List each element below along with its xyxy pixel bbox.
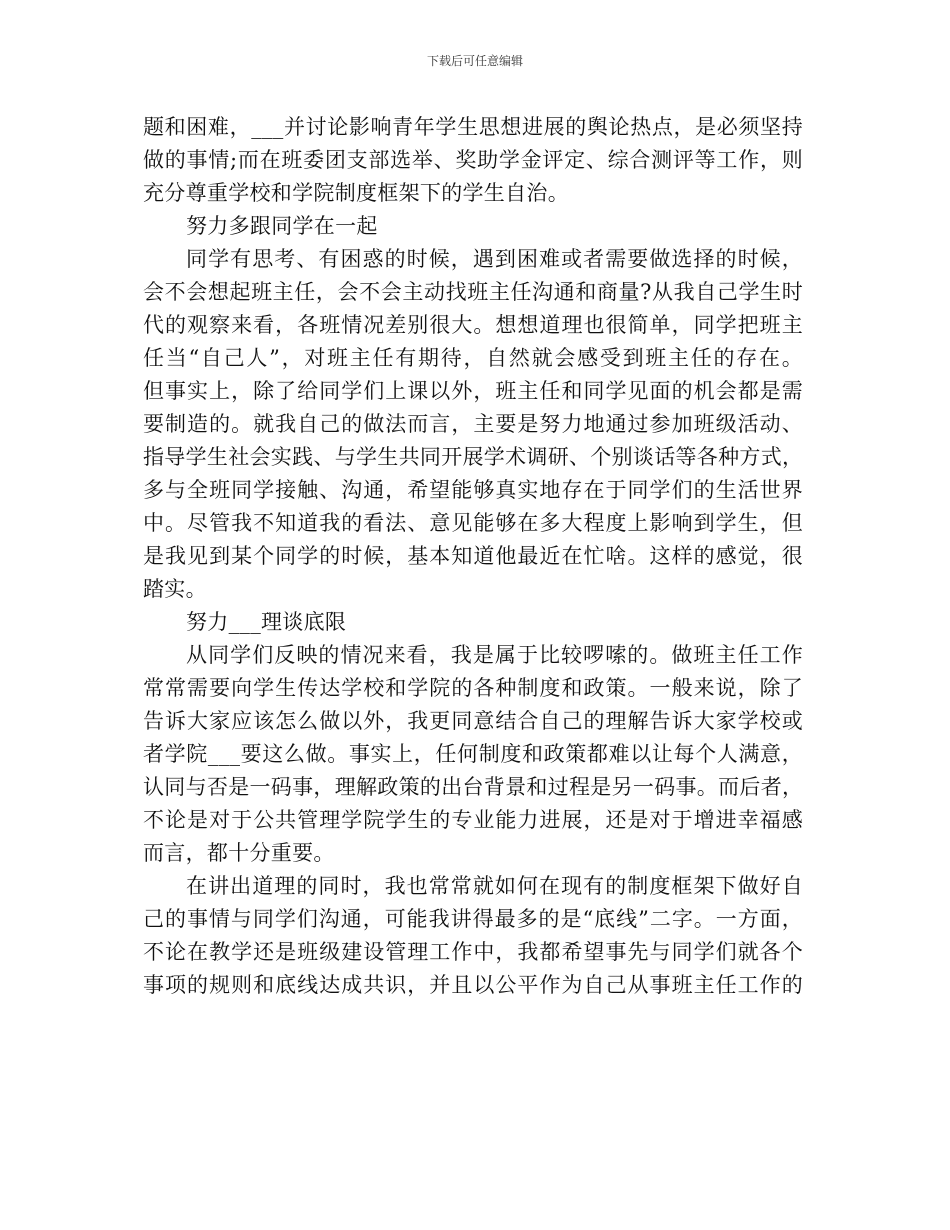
text-line: 但事实上，除了给同学们上课以外，班主任和同学见面的机会都是需	[143, 379, 803, 403]
text-line: 而言，都十分重要。	[143, 841, 335, 865]
section-heading: 努力多跟同学在一起	[186, 214, 378, 238]
page-header: 下载后可任意编辑	[426, 54, 523, 68]
text-line: 己的事情与同学们沟通，可能我讲得最多的是“底线”二字。一方面，	[143, 907, 803, 931]
text-line: 从同学们反映的情况来看，我是属于比较啰嗦的。做班主任工作	[186, 643, 803, 667]
text-line: 做的事情;而在班委团支部选举、奖助学金评定、综合测评等工作，则	[143, 148, 803, 172]
text-line: 不论是对于公共管理学院学生的专业能力进展，还是对于增进幸福感	[143, 808, 803, 832]
text-line: 者学院___要这么做。事实上，任何制度和政策都难以让每个人满意，	[143, 742, 803, 766]
text-line: 要制造的。就我自己的做法而言，主要是努力地通过参加班级活动、	[143, 412, 803, 436]
text-line: 题和困难，___并讨论影响青年学生思想进展的舆论热点，是必须坚持	[143, 115, 803, 139]
text-line: 是我见到某个同学的时候，基本知道他最近在忙啥。这样的感觉，很	[143, 544, 803, 568]
text-line: 认同与否是一码事，理解政策的出台背景和过程是另一码事。而后者，	[143, 775, 804, 799]
text-line: 在讲出道理的同时，我也常常就如何在现有的制度框架下做好自	[186, 874, 803, 898]
text-line: 指导学生社会实践、与学生共同开展学术调研、个别谈话等各种方式，	[143, 445, 804, 469]
text-line: 多与全班同学接触、沟通，希望能够真实地存在于同学们的生活世界	[143, 478, 803, 502]
text-line: 同学有思考、有困惑的时候，遇到困难或者需要做选择的时候，	[186, 247, 803, 271]
document-body	[143, 111, 803, 1002]
text-line: 任当“自己人”，对班主任有期待，自然就会感受到班主任的存在。	[143, 346, 803, 370]
text-line: 不论在教学还是班级建设管理工作中，我都希望事先与同学们就各个	[143, 940, 803, 964]
text-line: 中。尽管我不知道我的看法、意见能够在多大程度上影响到学生，但	[143, 511, 803, 535]
text-line: 充分尊重学校和学院制度框架下的学生自治。	[143, 181, 569, 205]
text-line: 常常需要向学生传达学校和学院的各种制度和政策。一般来说，除了	[143, 676, 803, 700]
text-line: 代的观察来看，各班情况差别很大。想想道理也很简单，同学把班主	[143, 313, 803, 337]
text-line: 踏实。	[143, 577, 207, 601]
text-line: 事项的规则和底线达成共识，并且以公平作为自己从事班主任工作的	[143, 973, 803, 997]
text-line: 告诉大家应该怎么做以外，我更同意结合自己的理解告诉大家学校或	[143, 709, 803, 733]
section-heading: 努力___理谈底限	[186, 610, 347, 634]
text-line: 会不会想起班主任，会不会主动找班主任沟通和商量?从我自己学生时	[143, 280, 803, 304]
